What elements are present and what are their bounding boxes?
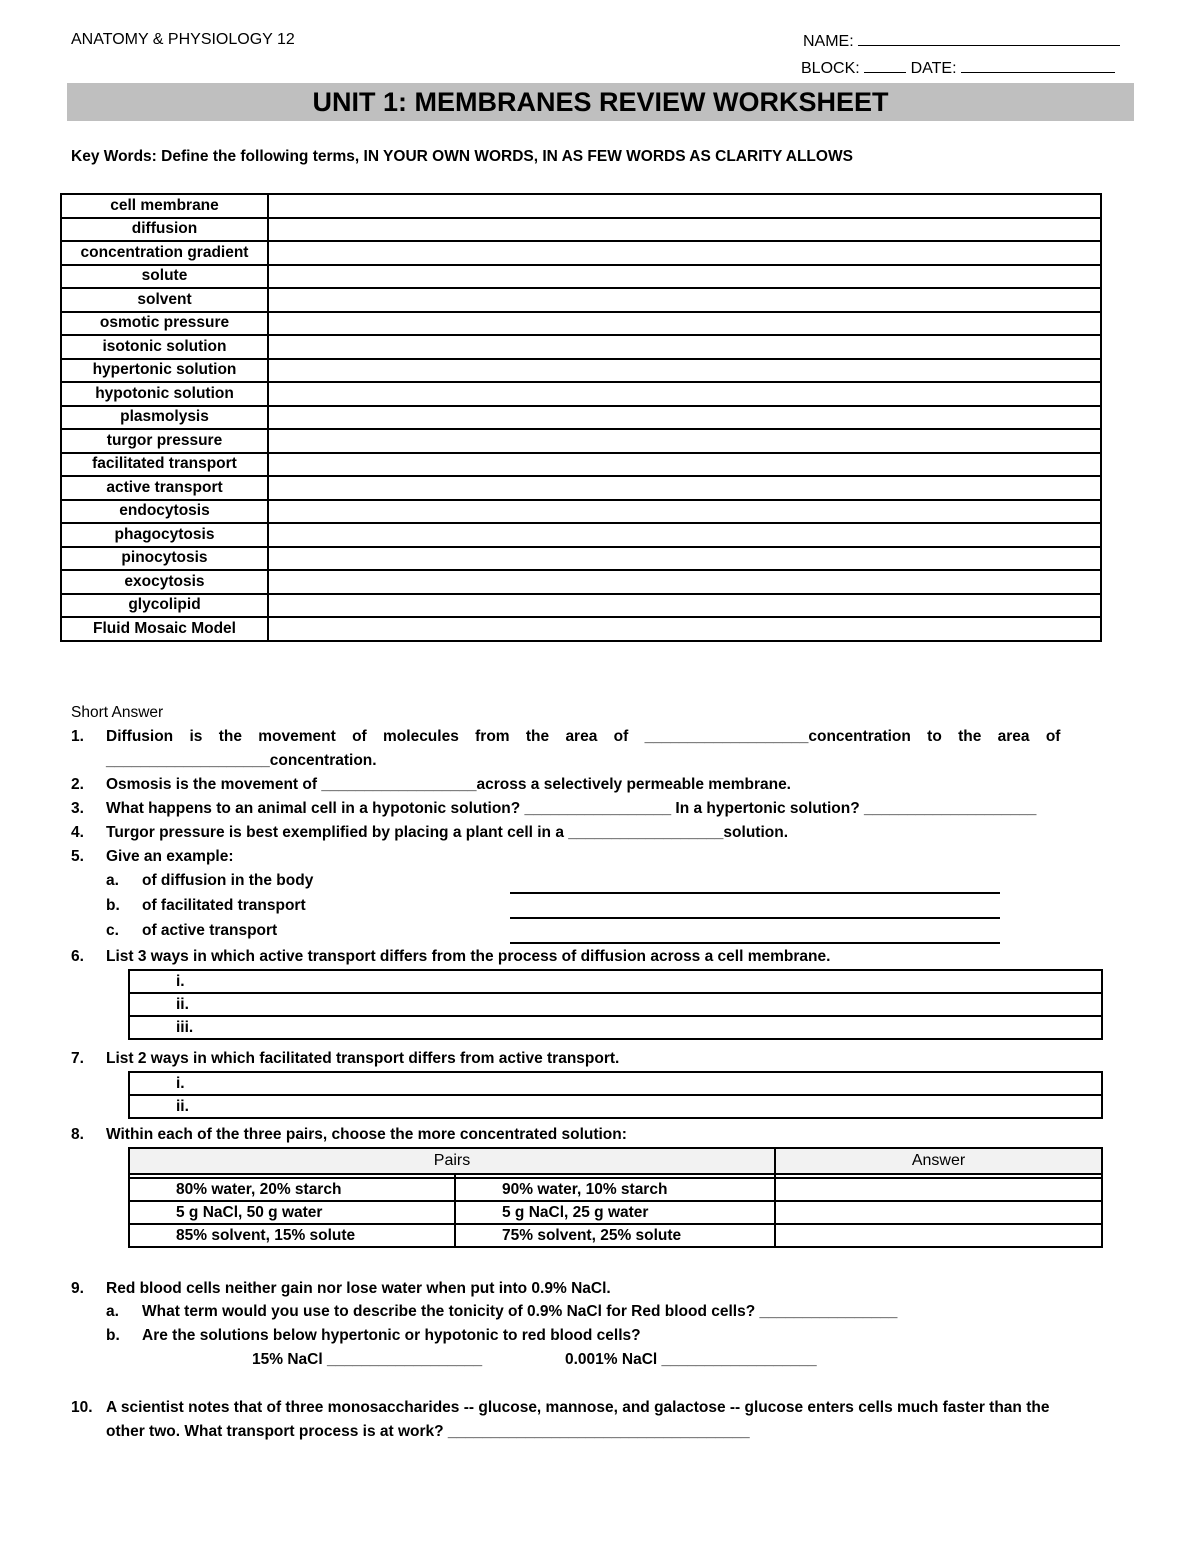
key-word-term: phagocytosis — [61, 523, 268, 547]
item-letter: a. — [106, 1303, 119, 1320]
question-1-line-1: Diffusion is the movement of molecules from the area of ___________________concentration to the area of — [106, 728, 1061, 745]
key-word-definition-cell[interactable] — [268, 547, 1101, 571]
question-number: 6. — [71, 948, 84, 965]
key-word-definition-cell[interactable] — [268, 523, 1101, 547]
key-word-definition-cell[interactable] — [268, 218, 1101, 242]
key-word-row — [61, 453, 1101, 477]
key-word-term: endocytosis — [61, 500, 268, 524]
question-5b-text: of facilitated transport — [142, 897, 306, 914]
item-letter: b. — [106, 1327, 120, 1344]
question-10-line-1: A scientist notes that of three monosaccharides -- glucose, mannose, and galactose -- glucose enters cells much faster than the — [106, 1399, 1050, 1416]
key-word-definition-cell[interactable] — [268, 406, 1101, 430]
answer-line-5c[interactable] — [510, 942, 1000, 944]
key-word-term: exocytosis — [61, 570, 268, 594]
question-6-table — [128, 969, 1103, 1040]
course-title: ANATOMY & PHYSIOLOGY 12 — [71, 31, 295, 48]
key-word-row — [61, 265, 1101, 289]
date-blank[interactable] — [961, 58, 1115, 73]
question-number: 7. — [71, 1050, 84, 1067]
key-word-definition-cell[interactable] — [268, 359, 1101, 383]
key-word-definition-cell[interactable] — [268, 194, 1101, 218]
key-word-term: Fluid Mosaic Model — [61, 617, 268, 641]
key-word-definition-cell[interactable] — [268, 500, 1101, 524]
item-letter: c. — [106, 922, 119, 939]
question-number: 9. — [71, 1280, 84, 1297]
key-word-definition-cell[interactable] — [268, 382, 1101, 406]
question-2-text: Osmosis is the movement of __________________across a selectively permeable membrane. — [106, 776, 791, 793]
pair-cell: 85% solvent, 15% solute — [129, 1224, 455, 1247]
key-word-definition-cell[interactable] — [268, 241, 1101, 265]
key-word-definition-cell[interactable] — [268, 570, 1101, 594]
question-7-table — [128, 1071, 1103, 1119]
key-word-term: solute — [61, 265, 268, 289]
key-word-row — [61, 500, 1101, 524]
key-word-row — [61, 288, 1101, 312]
question-5-text: Give an example: — [106, 848, 234, 865]
answer-row[interactable]: ii. — [129, 1095, 1102, 1118]
key-word-definition-cell[interactable] — [268, 594, 1101, 618]
date-label: DATE: — [910, 60, 957, 77]
key-word-row — [61, 617, 1101, 641]
key-word-term: active transport — [61, 476, 268, 500]
key-word-row — [61, 476, 1101, 500]
answer-row[interactable]: i. — [129, 970, 1102, 993]
key-word-definition-cell[interactable] — [268, 288, 1101, 312]
answer-line-5b[interactable] — [510, 917, 1000, 919]
pair-cell: 5 g NaCl, 25 g water — [455, 1201, 775, 1224]
key-word-row — [61, 194, 1101, 218]
question-number: 1. — [71, 728, 84, 745]
key-word-term: plasmolysis — [61, 406, 268, 430]
key-word-term: hypertonic solution — [61, 359, 268, 383]
key-word-term: diffusion — [61, 218, 268, 242]
answer-line-5a[interactable] — [510, 892, 1000, 894]
question-10-line-2: other two. What transport process is at work? ___________________________________ — [106, 1423, 750, 1440]
answer-row[interactable]: ii. — [129, 993, 1102, 1016]
key-word-definition-cell[interactable] — [268, 265, 1101, 289]
question-number: 10. — [71, 1399, 93, 1416]
question-9b-text: Are the solutions below hypertonic or hypotonic to red blood cells? — [142, 1327, 641, 1344]
question-5c-text: of active transport — [142, 922, 278, 939]
pair-cell: 75% solvent, 25% solute — [455, 1224, 775, 1247]
question-10-text — [106, 1399, 1128, 1417]
question-number: 2. — [71, 776, 84, 793]
key-word-term: concentration gradient — [61, 241, 268, 265]
pair-cell: 80% water, 20% starch — [129, 1178, 455, 1201]
key-word-term: osmotic pressure — [61, 312, 268, 336]
key-word-row — [61, 523, 1101, 547]
key-word-row — [61, 218, 1101, 242]
question-number: 4. — [71, 824, 84, 841]
question-6-text: List 3 ways in which active transport differs from the process of diffusion across a cell membrane. — [106, 948, 831, 965]
name-label: NAME: — [803, 33, 854, 50]
key-word-row — [61, 406, 1101, 430]
question-number: 3. — [71, 800, 84, 817]
question-number: 5. — [71, 848, 84, 865]
key-word-row — [61, 382, 1101, 406]
item-letter: b. — [106, 897, 120, 914]
key-word-term: glycolipid — [61, 594, 268, 618]
key-word-definition-cell[interactable] — [268, 476, 1101, 500]
pair-cell: 5 g NaCl, 50 g water — [129, 1201, 455, 1224]
solution-0001-nacl: 0.001% NaCl __________________ — [565, 1351, 817, 1368]
pairs-table — [128, 1147, 1103, 1248]
key-word-row — [61, 547, 1101, 571]
question-9-text: Red blood cells neither gain nor lose water when put into 0.9% NaCl. — [106, 1280, 611, 1297]
key-word-row — [61, 570, 1101, 594]
question-9a-text: What term would you use to describe the tonicity of 0.9% NaCl for Red blood cells? ________________ — [142, 1303, 898, 1320]
key-word-term: turgor pressure — [61, 429, 268, 453]
question-7-text: List 2 ways in which facilitated transport differs from active transport. — [106, 1050, 620, 1067]
key-word-term: isotonic solution — [61, 335, 268, 359]
key-word-definition-cell[interactable] — [268, 312, 1101, 336]
key-word-definition-cell[interactable] — [268, 335, 1101, 359]
key-word-row — [61, 241, 1101, 265]
key-words-instruction: Key Words: Define the following terms, IN YOUR OWN WORDS, IN AS FEW WORDS AS CLARITY ALLOWS — [71, 148, 853, 165]
block-blank[interactable] — [864, 58, 906, 73]
name-blank[interactable] — [858, 31, 1120, 46]
key-word-term: pinocytosis — [61, 547, 268, 571]
name-field[interactable] — [803, 31, 1120, 51]
pair-cell: 90% water, 10% starch — [455, 1178, 775, 1201]
answer-row[interactable]: i. — [129, 1072, 1102, 1095]
question-3-text: What happens to an animal cell in a hypotonic solution? _________________ In a hypertonic solution? ____________________ — [106, 800, 1037, 817]
worksheet-title: UNIT 1: MEMBRANES REVIEW WORKSHEET — [67, 83, 1134, 121]
key-word-definition-cell[interactable] — [268, 453, 1101, 477]
answer-row[interactable]: iii. — [129, 1016, 1102, 1039]
question-1-line-2: ___________________concentration. — [106, 752, 377, 769]
question-5a-text: of diffusion in the body — [142, 872, 314, 889]
question-1-text — [106, 728, 1128, 746]
answer-cell[interactable] — [775, 1178, 1102, 1201]
block-date-field — [801, 58, 1115, 78]
pairs-header: Pairs — [129, 1148, 775, 1174]
key-word-term: cell membrane — [61, 194, 268, 218]
answer-cell[interactable] — [775, 1224, 1102, 1247]
key-word-definition-cell[interactable] — [268, 429, 1101, 453]
question-number: 8. — [71, 1126, 84, 1143]
key-word-row — [61, 335, 1101, 359]
short-answer-heading: Short Answer — [71, 704, 164, 721]
key-words-table — [60, 193, 1102, 642]
question-8-text: Within each of the three pairs, choose the more concentrated solution: — [106, 1126, 627, 1143]
block-label: BLOCK: — [801, 60, 860, 77]
key-word-row — [61, 429, 1101, 453]
key-word-row — [61, 594, 1101, 618]
answer-cell[interactable] — [775, 1201, 1102, 1224]
solution-15-nacl: 15% NaCl __________________ — [252, 1351, 483, 1368]
question-4-text: Turgor pressure is best exemplified by placing a plant cell in a __________________solution. — [106, 824, 788, 841]
key-word-row — [61, 312, 1101, 336]
key-word-term: hypotonic solution — [61, 382, 268, 406]
key-word-term: solvent — [61, 288, 268, 312]
key-word-row — [61, 359, 1101, 383]
key-word-definition-cell[interactable] — [268, 617, 1101, 641]
key-word-term: facilitated transport — [61, 453, 268, 477]
item-letter: a. — [106, 872, 119, 889]
answer-header: Answer — [775, 1148, 1102, 1174]
